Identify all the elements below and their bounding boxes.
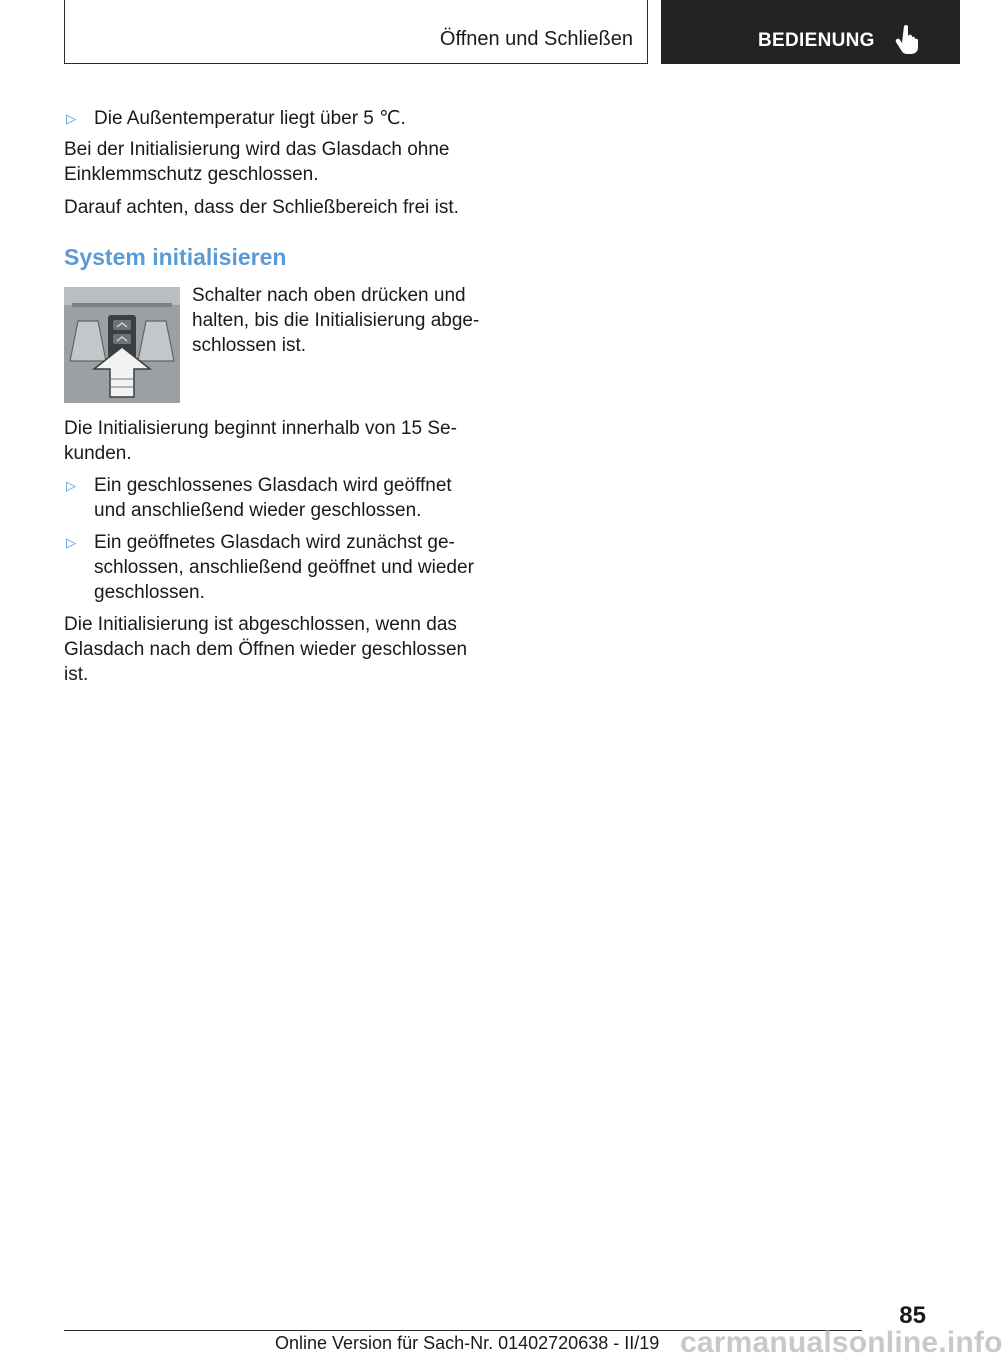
text-line: Bei der Initialisierung wird das Glasdach ohne <box>64 139 450 160</box>
bullet-text <box>94 530 484 605</box>
header-chapter-tab <box>661 0 960 64</box>
text-line: schlossen, anschließend geöffnet und wieder <box>94 557 474 578</box>
triangle-bullet-icon: ▷ <box>66 478 76 493</box>
section-heading: System initialisieren <box>64 244 287 270</box>
text-line: Die Initialisierung ist abgeschlossen, wenn das <box>64 614 457 635</box>
paragraph-initialization-start <box>64 416 484 466</box>
triangle-bullet-icon: ▷ <box>66 535 76 550</box>
paragraph-initialization-complete <box>64 612 484 687</box>
text-line: Die Initialisierung beginnt innerhalb von 15 Se‐ <box>64 418 457 439</box>
hand-pointer-icon <box>895 24 921 54</box>
text-line: halten, bis die Initialisierung abge‐ <box>192 310 480 331</box>
text-line: Ein geschlossenes Glasdach wird geöffnet <box>94 475 452 496</box>
page-number: 85 <box>899 1302 926 1329</box>
bullet-text <box>94 473 484 523</box>
text-line: schlossen ist. <box>192 335 307 356</box>
paragraph-closing-area: Darauf achten, dass der Schließbereich frei ist. <box>64 197 459 218</box>
section-title: Öffnen und Schließen <box>439 28 633 50</box>
text-line: und anschließend wieder geschlossen. <box>94 500 422 521</box>
paragraph-initialization-note <box>64 137 484 187</box>
text-line: ist. <box>64 664 89 685</box>
text-line: Ein geöffnetes Glasdach wird zunächst ge‐ <box>94 532 455 553</box>
bullet-text: Die Außentemperatur liegt über 5 ℃. <box>94 108 406 129</box>
triangle-bullet-icon: ▷ <box>66 111 76 126</box>
chapter-label: BEDIENUNG <box>758 30 875 51</box>
text-line: kunden. <box>64 443 132 464</box>
switch-illustration <box>64 287 180 403</box>
text-line: Glasdach nach dem Öffnen wieder geschlossen <box>64 639 468 660</box>
figure-instruction <box>192 283 487 358</box>
text-line: Einklemmschutz geschlossen. <box>64 164 319 185</box>
header-section-box <box>64 0 648 64</box>
watermark: carmanualsonline.info <box>680 1326 1003 1359</box>
text-line: Schalter nach oben drücken und <box>192 285 466 306</box>
footer-online-version: Online Version für Sach-Nr. 01402720638 - II/19 <box>275 1333 660 1353</box>
text-line: geschlossen. <box>94 582 205 603</box>
